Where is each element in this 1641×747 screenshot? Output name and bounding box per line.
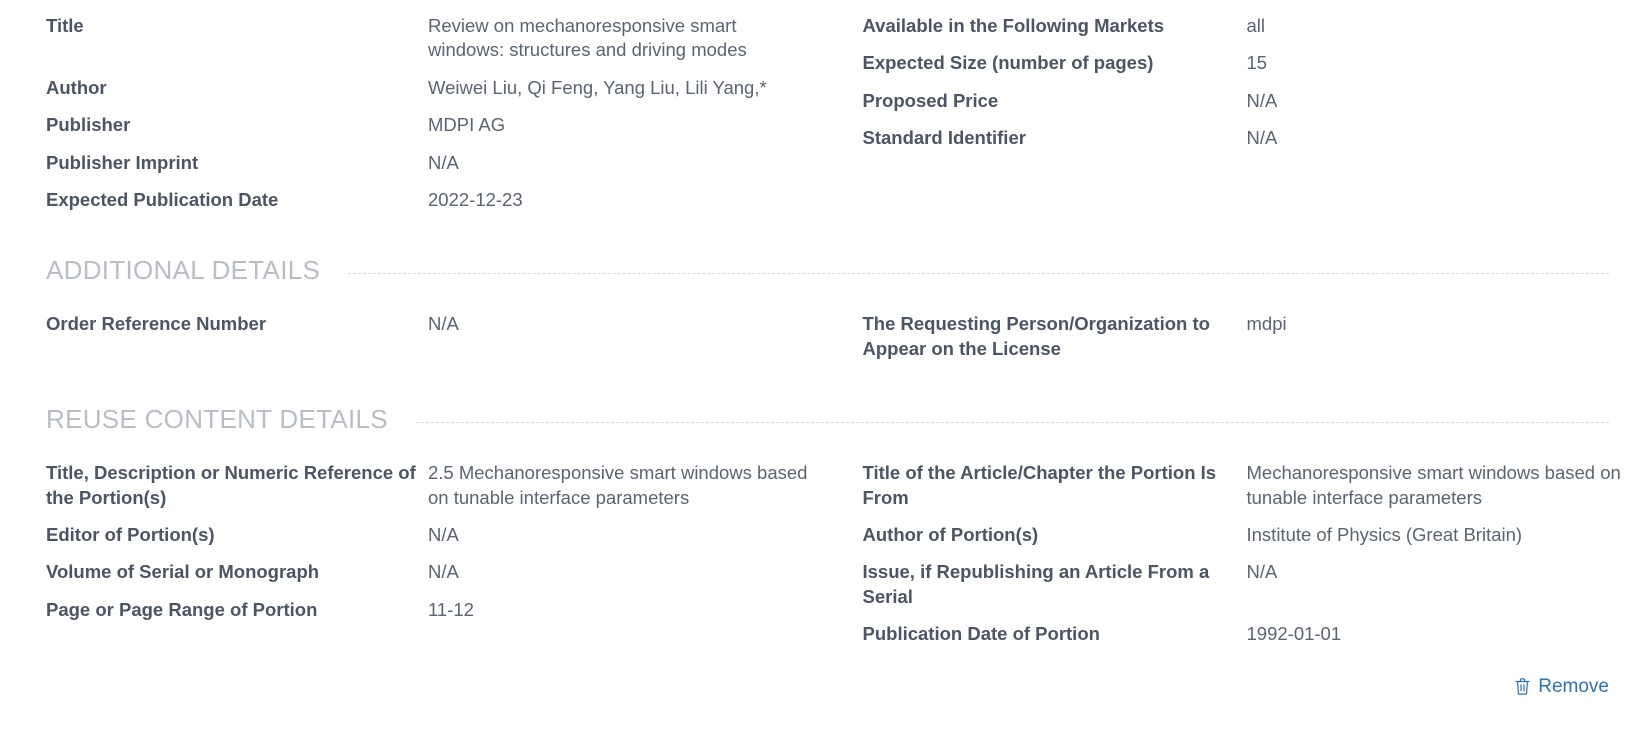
field-label: Issue, if Republishing an Article From a Serial — [862, 561, 1210, 607]
field-expected-publication-date — [46, 188, 811, 212]
order-details-section — [0, 0, 1641, 225]
field-value: 1992-01-01 — [1246, 623, 1342, 645]
field-value: Institute of Physics (Great Britain) — [1246, 524, 1523, 546]
additional-details-right-column — [821, 312, 1641, 374]
field-expected-size — [863, 51, 1632, 75]
field-available-markets — [863, 14, 1632, 38]
field-value: all — [1246, 15, 1266, 36]
field-value: N/A — [428, 313, 459, 335]
field-order-reference-number — [46, 312, 811, 336]
field-label: Author of Portion(s) — [862, 524, 1039, 546]
field-value: 15 — [1246, 52, 1268, 74]
field-value: N/A — [428, 561, 459, 583]
field-value: N/A — [1246, 127, 1278, 149]
field-label: Title of the Article/Chapter the Portion Is From — [862, 462, 1217, 508]
field-article-chapter-title — [863, 461, 1632, 510]
field-label: Author — [46, 76, 107, 98]
field-value: N/A — [428, 151, 459, 173]
trash-icon — [1514, 677, 1531, 696]
field-label: Publisher Imprint — [46, 151, 199, 173]
field-label: Publication Date of Portion — [862, 623, 1100, 645]
reuse-content-details-section — [0, 461, 1641, 659]
field-editor-of-portions — [46, 523, 811, 547]
field-value: Weiwei Liu, Qi Feng, Yang Liu, Lili Yang,* — [428, 76, 767, 98]
remove-button-label: Remove — [1538, 675, 1609, 697]
field-value: mdpi — [1246, 313, 1287, 335]
field-value: MDPI AG — [428, 114, 506, 136]
field-label: Standard Identifier — [862, 127, 1026, 149]
order-details-right-column — [821, 14, 1641, 225]
field-volume-of-serial-or-monograph — [46, 560, 811, 584]
field-proposed-price — [863, 89, 1632, 113]
field-label: The Requesting Person/Organization to Appear on the License — [862, 313, 1210, 359]
order-details-left-column — [0, 14, 821, 225]
field-label: Publisher — [46, 114, 131, 136]
field-label: Available in the Following Markets — [862, 15, 1165, 36]
field-value: N/A — [1246, 561, 1278, 583]
field-value: 2022-12-23 — [428, 189, 523, 211]
field-value: 2.5 Mechanoresponsive smart windows based on tunable interface parameters — [428, 462, 808, 508]
field-label: Proposed Price — [862, 89, 999, 111]
section-title: REUSE CONTENT DETAILS — [46, 404, 388, 435]
field-label: Order Reference Number — [46, 313, 267, 335]
reuse-content-right-column — [821, 461, 1641, 659]
field-label: Title, Description or Numeric Reference of the Portion(s) — [46, 462, 416, 508]
field-publisher — [46, 113, 811, 137]
field-standard-identifier — [863, 126, 1632, 150]
item-actions — [0, 676, 1641, 698]
field-portion-title-description — [46, 461, 811, 510]
field-publisher-imprint — [46, 151, 811, 175]
field-publication-date-of-portion — [863, 622, 1632, 646]
field-label: Expected Size (number of pages) — [862, 52, 1154, 74]
section-divider — [348, 273, 1609, 274]
additional-details-section — [0, 312, 1641, 374]
section-divider — [416, 422, 1609, 423]
remove-button[interactable] — [1514, 676, 1609, 698]
section-header-reuse-content-details — [0, 404, 1641, 435]
section-header-additional-details — [0, 255, 1641, 286]
field-value: N/A — [428, 524, 459, 546]
section-title: ADDITIONAL DETAILS — [46, 255, 321, 286]
field-value: N/A — [1246, 89, 1278, 111]
field-label: Page or Page Range of Portion — [46, 598, 318, 620]
field-issue-if-republishing — [863, 560, 1632, 609]
field-requesting-person-organization — [863, 312, 1632, 361]
additional-details-left-column — [0, 312, 821, 374]
field-label: Editor of Portion(s) — [46, 524, 215, 546]
field-label: Title — [46, 15, 84, 36]
field-value: Review on mechanoresponsive smart windows: structures and driving modes — [428, 15, 747, 61]
field-page-or-page-range — [46, 598, 811, 622]
field-title — [46, 14, 811, 63]
reuse-content-left-column — [0, 461, 821, 659]
field-author — [46, 76, 811, 100]
field-label: Expected Publication Date — [46, 189, 279, 211]
field-author-of-portions — [863, 523, 1632, 547]
field-label: Volume of Serial or Monograph — [46, 561, 320, 583]
field-value: 11-12 — [428, 598, 474, 620]
field-value: Mechanoresponsive smart windows based on tunable interface parameters — [1246, 462, 1621, 508]
